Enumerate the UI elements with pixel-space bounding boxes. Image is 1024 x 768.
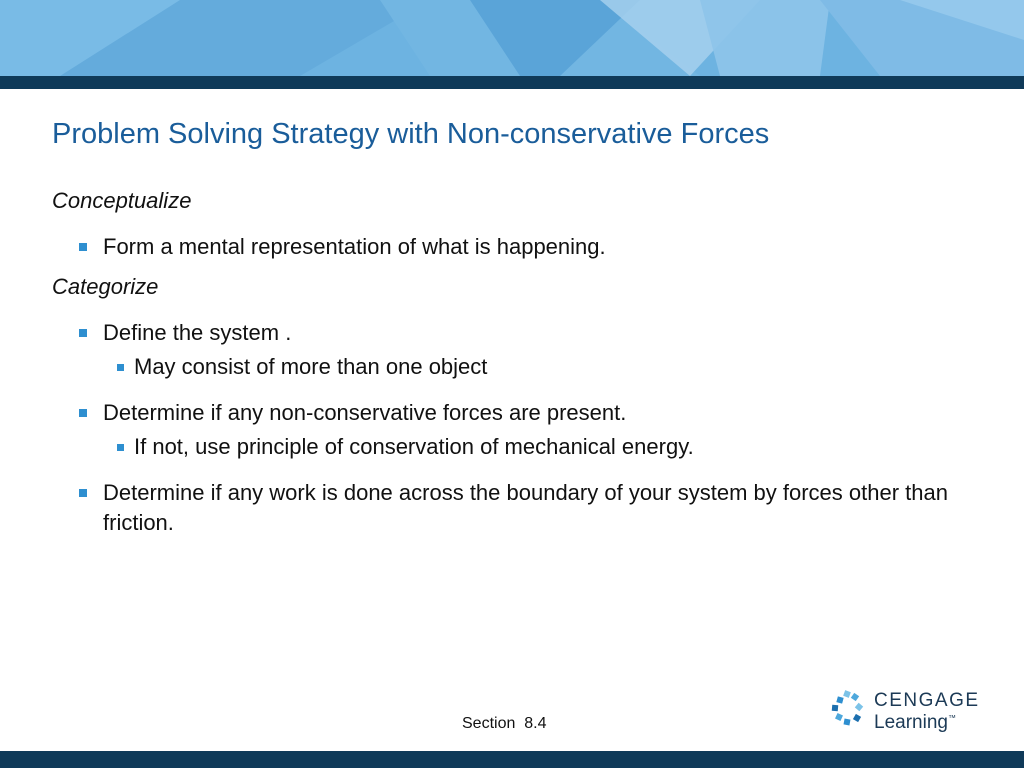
cengage-logo xyxy=(830,688,980,738)
bullet-item xyxy=(52,318,982,348)
header-banner xyxy=(0,0,1024,76)
square-bullet-icon xyxy=(79,489,87,497)
square-bullet-icon xyxy=(79,409,87,417)
section-label: Section 8.4 xyxy=(462,715,547,732)
section-heading-conceptualize: Conceptualize xyxy=(52,188,192,213)
bullet-item xyxy=(52,478,982,538)
bullet-text: Define the system . xyxy=(103,320,292,345)
trademark-symbol: ™ xyxy=(947,713,956,723)
bullet-text: Form a mental representation of what is happening. xyxy=(103,234,606,259)
logo-wordmark-learning: Learning xyxy=(874,712,948,733)
footer-rule xyxy=(0,751,1024,768)
banner-graphic xyxy=(0,0,1024,76)
sub-bullet-text: If not, use principle of conservation of mechanical energy. xyxy=(134,434,694,459)
square-bullet-icon xyxy=(79,329,87,337)
bullet-item xyxy=(52,232,982,262)
square-bullet-icon xyxy=(117,444,124,451)
sub-bullet-text: May consist of more than one object xyxy=(134,354,488,379)
bullet-item xyxy=(52,398,982,428)
sub-bullet-item xyxy=(52,352,982,382)
slide-title: Problem Solving Strategy with Non-conservative Forces xyxy=(52,118,770,150)
section-heading-categorize: Categorize xyxy=(52,274,159,299)
logo-wordmark-top: CENGAGE xyxy=(874,690,980,711)
sub-bullet-item xyxy=(52,432,982,462)
bullet-text: Determine if any work is done across the boundary of your system by forces other than friction. xyxy=(103,480,948,535)
header-rule xyxy=(0,76,1024,89)
logo-wordmark-bottom xyxy=(874,712,956,734)
bullet-text: Determine if any non-conservative forces are present. xyxy=(103,400,627,425)
square-bullet-icon xyxy=(79,243,87,251)
cengage-mark-icon xyxy=(830,690,868,728)
square-bullet-icon xyxy=(117,364,124,371)
slide-body xyxy=(52,186,982,538)
